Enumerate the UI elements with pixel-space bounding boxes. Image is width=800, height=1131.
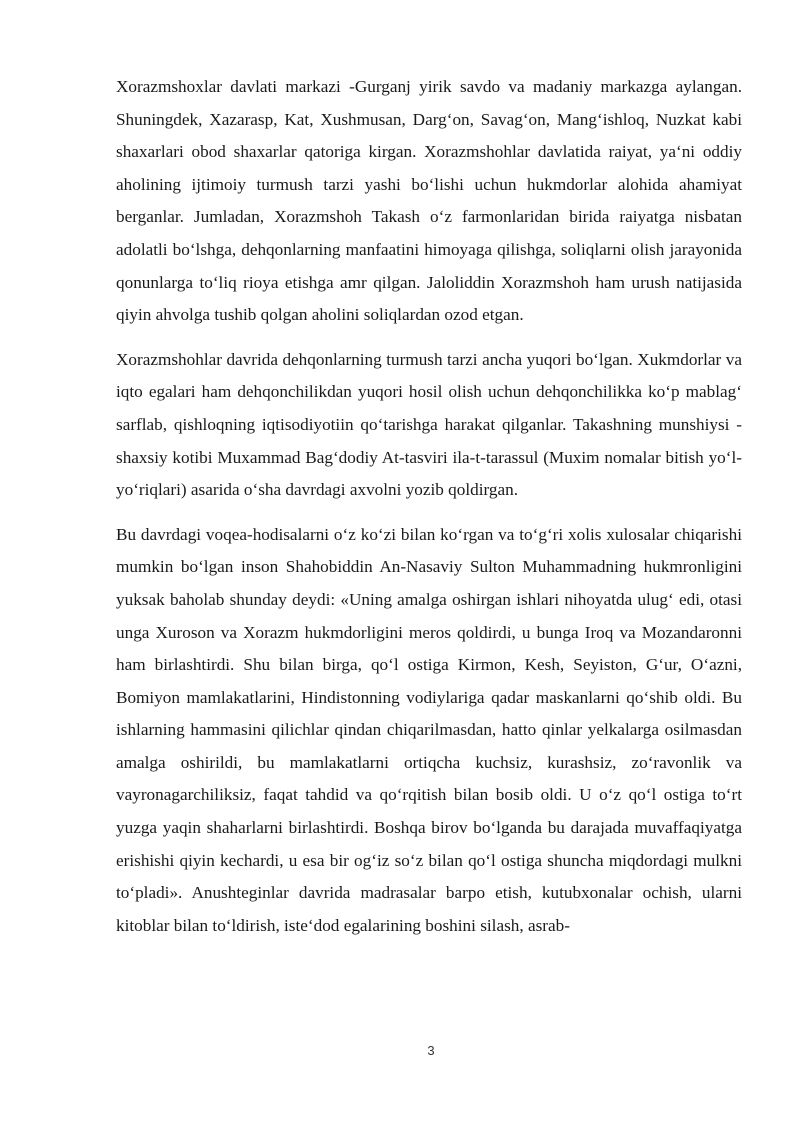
paragraph-2: Xorazmshohlar davrida dehqonlarning turmush tarzi ancha yuqori bo‘lgan. Xukmdorlar va iqto egalari ham dehqonchilikdan yuqori hosil olish uchun dehqonchilikka ko‘p mablag‘ sarflab, qishloqning iqtisodiyotiin qo‘tarishga harakat qilganlar. Takashning munshiysi -shaxsiy kotibi Muxammad Bag‘dodiy At-tasviri ila-t-tarassul (Muxim nomalar bitish yo‘l-yo‘riqlari) asarida o‘sha davrdagi axvolni yozib qoldirgan. bbox=[116, 349, 742, 500]
paragraph-3: Bu davrdagi voqea-hodisalarni o‘z ko‘zi bilan ko‘rgan va to‘g‘ri xolis xulosalar chiqarishi mumkin bo‘lgan inson Shahobiddin An-Nasaviy Sulton Muhammadning hukmronligini yuksak baholab shunday deydi: «Uning amalga oshirgan ishlari nihoyatda ulug‘ edi, otasi unga Xuroson va Xorazm hukmdorligini meros qoldirdi, u bunga Iroq va Mozandaronni ham birlashtirdi. Shu bilan birga, qo‘l ostiga Kirmon, Kesh, Seyiston, G‘ur, O‘azni, Bomiyon mamlakatlarini, Hindistonning vodiylariga qadar maskanlarni qo‘shib oldi. Bu ishlarning hammasini qilichlar qindan chiqarilmasdan, hatto qinlar yelkalarga osilmasdan amalga oshirildi, bu mamlakatlarni ortiqcha kuchsiz, kurashsiz, zo‘ravonlik va vayronagarchiliksiz, faqat tahdid va qo‘rqitish bilan bosib oldi. U o‘z qo‘l ostiga to‘rt yuzga yaqin shaharlarni birlashtirdi. Boshqa birov bo‘lganda bu darajada muvaffaqiyatga erishishi qiyin kechardi, u esa bir og‘iz so‘z bilan qo‘l ostiga shuncha miqdordagi mulkni to‘pladi». Anushteginlar davrida madrasalar barpo etish, kutubxonalar ochish, ularni kitoblar bilan to‘ldirish, iste‘dod egalarining boshini silash, asrab- bbox=[116, 524, 742, 935]
document-body bbox=[116, 71, 742, 954]
page-number: 3 bbox=[427, 1043, 435, 1058]
paragraph-1: Xorazmshoxlar davlati markazi -Gurganj yirik savdo va madaniy markazga aylangan. Shuningdek, Xazarasp, Kat, Xushmusan, Darg‘on, Savag‘on, Mang‘ishloq, Nuzkat kabi shaxarlari obod shaxarlar qatoriga kirgan. Xorazmshohlar davlatida raiyat, ya‘ni oddiy aholining ijtimoiy turmush tarzi yashi bo‘lishi uchun hukmdorlar alohida ahamiyat berganlar. Jumladan, Xorazmshoh Takash o‘z farmonlaridan birida raiyatga nisbatan adolatli bo‘lshga, dehqonlarning manfaatini himoyaga qilishga, soliqlarni olish jarayonida qonunlarga to‘liq rioya etishga amr qilgan. Jaloliddin Xorazmshoh ham urush natijasida qiyin ahvolga tushib qolgan aholini soliqlardan ozod etgan. bbox=[116, 77, 742, 325]
